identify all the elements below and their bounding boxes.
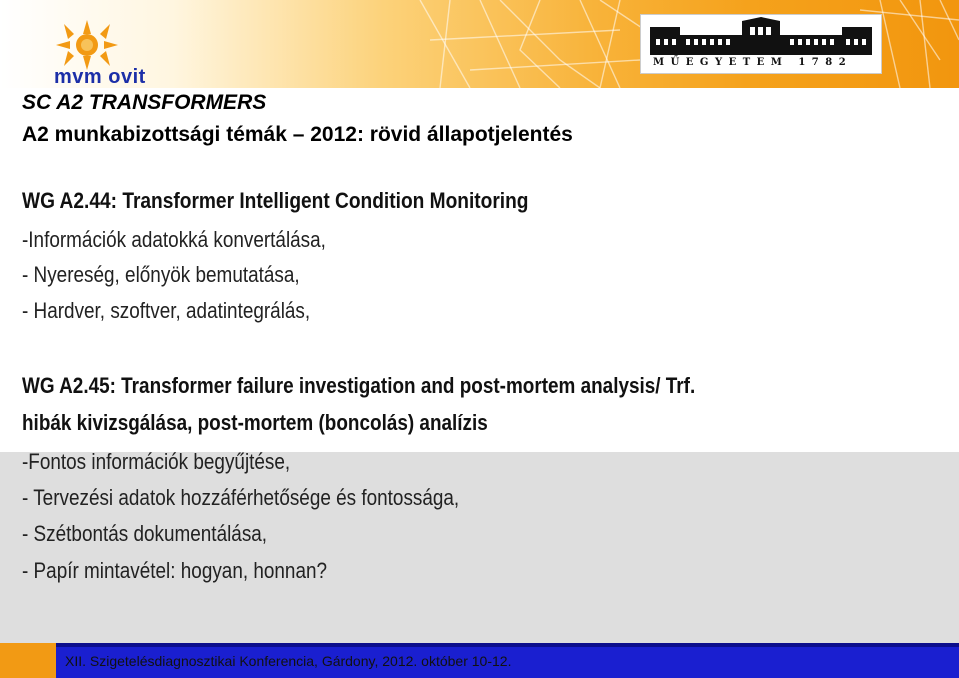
wg44-item-3: - Hardver, szoftver, adatintegrálás, xyxy=(22,298,311,323)
slide-subtitle: A2 munkabizottsági témák – 2012: rövid állapotjelentés xyxy=(22,123,573,146)
building-icon xyxy=(642,17,880,57)
slide-title: SC A2 TRANSFORMERS xyxy=(22,91,267,114)
muegyetem-logo xyxy=(640,14,882,74)
wg45-item-4: - Papír mintavétel: hogyan, honnan? xyxy=(22,558,328,583)
muegyetem-text: MŰEGYETEM 1782 xyxy=(653,57,853,68)
wg45-item-1: -Fontos információk begyűjtése, xyxy=(22,449,291,474)
mvm-ovit-logo xyxy=(48,20,168,90)
wg44-heading: WG A2.44: Transformer Intelligent Condition Monitoring xyxy=(22,188,529,213)
wg45-heading-cont: hibák kivizsgálása, post-mortem (boncolás) analízis xyxy=(22,410,488,435)
lower-background xyxy=(0,452,959,643)
wg44-item-1: -Információk adatokká konvertálása, xyxy=(22,227,326,252)
wg44-item-2: - Nyereség, előnyök bemutatása, xyxy=(22,262,300,287)
wg45-heading: WG A2.45: Transformer failure investigation and post-mortem analysis/ Trf. xyxy=(22,373,696,398)
mvm-ovit-text: mvm ovit xyxy=(54,66,146,88)
footer-accent xyxy=(0,643,56,678)
footer-stripe xyxy=(56,643,959,647)
sun-icon xyxy=(52,20,122,70)
wg45-item-2: - Tervezési adatok hozzáférhetősége és fontossága, xyxy=(22,485,460,510)
footer-text: XII. Szigetelésdiagnosztikai Konferencia, Gárdony, 2012. október 10-12. xyxy=(65,653,512,669)
wg45-item-3: - Szétbontás dokumentálása, xyxy=(22,521,268,546)
